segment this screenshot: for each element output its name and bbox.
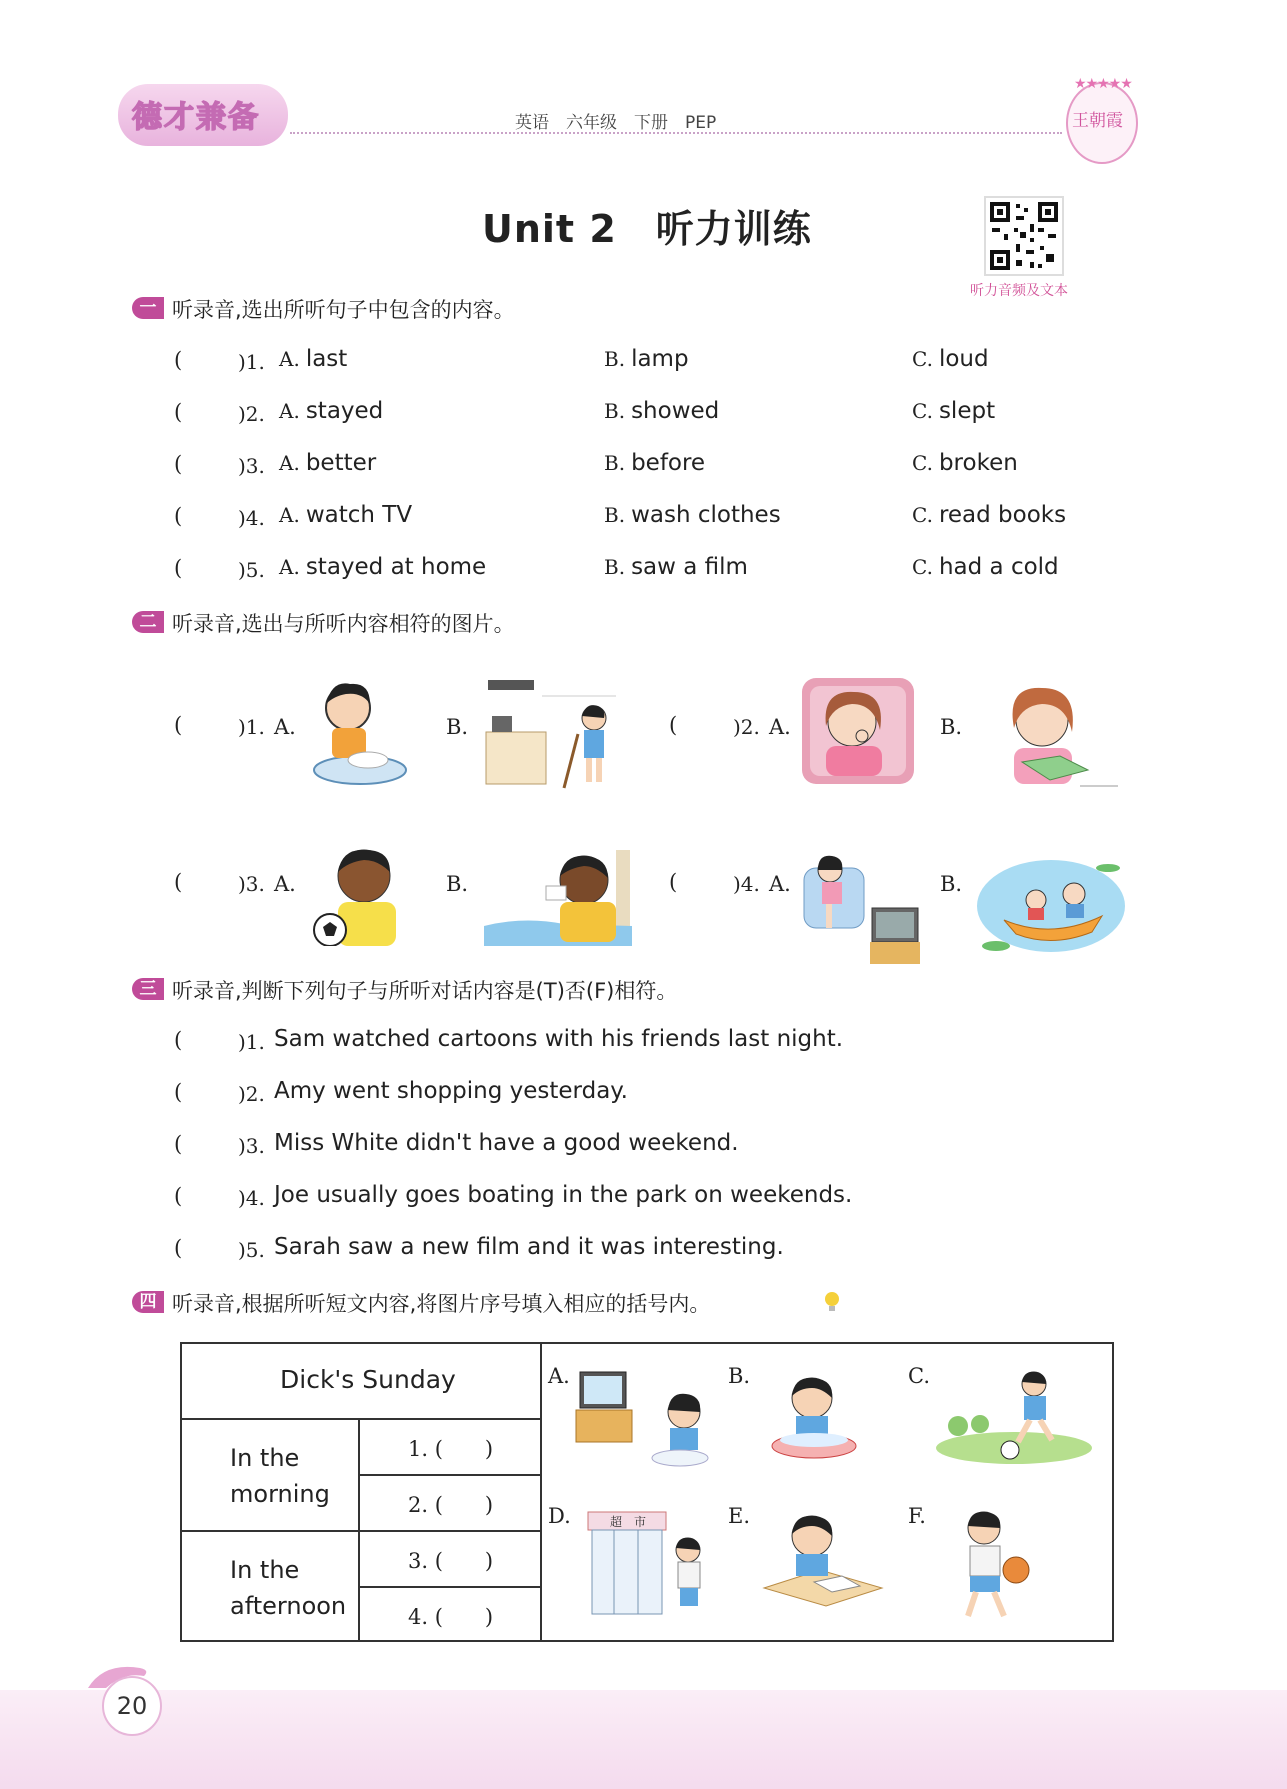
answer-blank[interactable]: ( bbox=[174, 400, 183, 424]
answer-blank[interactable]: ( bbox=[174, 504, 183, 528]
item-number: )1. bbox=[238, 350, 265, 374]
option-b: B. before bbox=[604, 450, 706, 476]
option-c: C. broken bbox=[912, 450, 1018, 476]
table-divider bbox=[358, 1418, 360, 1642]
table-divider bbox=[540, 1342, 542, 1642]
answer-blank[interactable]: 3. ( ) bbox=[408, 1549, 494, 1573]
answer-blank[interactable]: ( bbox=[669, 713, 678, 737]
kids-boating-icon[interactable] bbox=[976, 850, 1126, 956]
option-b: B. showed bbox=[604, 398, 720, 424]
boy-watching-tv-icon[interactable] bbox=[572, 1366, 722, 1470]
option-c: C. slept bbox=[912, 398, 996, 424]
boy-sweeping-floor-icon[interactable] bbox=[482, 676, 622, 794]
option-a: A. stayed bbox=[279, 398, 384, 424]
picture-label: B. bbox=[446, 872, 469, 896]
item-number: )4. bbox=[238, 1186, 265, 1210]
boy-doing-homework-icon[interactable] bbox=[760, 1508, 886, 1610]
page-title: Unit 2 听力训练 bbox=[482, 207, 812, 251]
picture-label: A. bbox=[548, 1364, 570, 1388]
answer-blank[interactable]: 4. ( ) bbox=[408, 1605, 494, 1629]
section-2-badge: 二 bbox=[132, 611, 164, 633]
picture-label: E. bbox=[728, 1504, 751, 1528]
answer-blank[interactable]: ( bbox=[174, 556, 183, 580]
boy-sick-in-bed-icon[interactable] bbox=[484, 846, 632, 946]
footer-band bbox=[0, 1690, 1287, 1789]
picture-label: B. bbox=[940, 715, 963, 739]
table-title: Dick's Sunday bbox=[280, 1365, 456, 1394]
header-meta: 英语 六年级 下册 PEP bbox=[515, 113, 717, 133]
answer-blank[interactable]: ( bbox=[174, 1132, 183, 1156]
item-number: )2. bbox=[238, 402, 265, 426]
option-c: C. had a cold bbox=[912, 554, 1059, 580]
answer-blank[interactable]: ( bbox=[174, 452, 183, 476]
boy-with-football-icon[interactable] bbox=[308, 842, 412, 946]
table-divider bbox=[358, 1474, 540, 1476]
boy-at-supermarket-icon[interactable] bbox=[584, 1510, 710, 1620]
item-number: )5. bbox=[238, 558, 265, 582]
girl-watching-tv-icon[interactable] bbox=[800, 848, 922, 964]
picture-label: A. bbox=[769, 872, 791, 896]
statement: Sam watched cartoons with his friends last night. bbox=[274, 1026, 844, 1052]
page-number: 20 bbox=[102, 1676, 162, 1736]
girl-eating-icon[interactable] bbox=[802, 678, 914, 784]
item-number: )2. bbox=[238, 1082, 265, 1106]
answer-blank[interactable]: ( bbox=[174, 1080, 183, 1104]
statement: Miss White didn't have a good weekend. bbox=[274, 1130, 739, 1156]
option-b: B. lamp bbox=[604, 346, 689, 372]
section-3-instruction: 听录音,判断下列句子与所听对话内容是(T)否(F)相符。 bbox=[172, 979, 678, 1003]
qr-caption: 听力音频及文本 bbox=[970, 283, 1068, 299]
section-4-instruction: 听录音,根据所听短文内容,将图片序号填入相应的括号内。 bbox=[172, 1292, 711, 1316]
afternoon-label: In the afternoon bbox=[230, 1556, 347, 1620]
boy-playing-football-icon[interactable] bbox=[934, 1366, 1094, 1470]
picture-label: B. bbox=[446, 715, 469, 739]
option-a: A. stayed at home bbox=[279, 554, 487, 580]
option-c: C. read books bbox=[912, 502, 1067, 528]
item-number: )3. bbox=[238, 1134, 265, 1158]
option-a: A. watch TV bbox=[279, 502, 413, 528]
section-4-badge: 四 bbox=[132, 1291, 164, 1313]
picture-label: A. bbox=[274, 715, 296, 739]
picture-label: B. bbox=[728, 1364, 751, 1388]
girl-reading-book-icon[interactable] bbox=[980, 676, 1120, 788]
option-a: A. better bbox=[279, 450, 377, 476]
brand-logo: 德才兼备 bbox=[132, 100, 260, 135]
item-number: )5. bbox=[238, 1238, 265, 1262]
statement: Joe usually goes boating in the park on weekends. bbox=[274, 1182, 853, 1208]
answer-blank[interactable]: ( bbox=[174, 1184, 183, 1208]
answer-blank[interactable]: ( bbox=[669, 870, 678, 894]
table-divider bbox=[180, 1530, 540, 1532]
picture-label: D. bbox=[548, 1504, 571, 1528]
answer-blank[interactable]: 2. ( ) bbox=[408, 1493, 494, 1517]
option-a: A. last bbox=[279, 346, 348, 372]
boy-washing-clothes-icon[interactable] bbox=[306, 670, 410, 790]
answer-blank[interactable]: ( bbox=[174, 870, 183, 894]
seal-name: 王朝霞 bbox=[1072, 111, 1123, 131]
answer-blank[interactable]: ( bbox=[174, 1236, 183, 1260]
picture-label: A. bbox=[769, 715, 791, 739]
item-number: )3. bbox=[238, 872, 265, 896]
section-2-instruction: 听录音,选出与所听内容相符的图片。 bbox=[172, 612, 515, 636]
lightbulb-icon bbox=[822, 1290, 842, 1318]
section-1-instruction: 听录音,选出所听句子中包含的内容。 bbox=[172, 298, 515, 322]
statement: Amy went shopping yesterday. bbox=[274, 1078, 628, 1104]
table-divider bbox=[180, 1418, 540, 1420]
section-3-badge: 三 bbox=[132, 978, 164, 1000]
picture-label: A. bbox=[274, 872, 296, 896]
table-divider bbox=[358, 1586, 540, 1588]
answer-blank[interactable]: ( bbox=[174, 1028, 183, 1052]
answer-blank[interactable]: ( bbox=[174, 348, 183, 372]
picture-label: C. bbox=[908, 1364, 930, 1388]
item-number: )4. bbox=[238, 506, 265, 530]
item-number: )2. bbox=[733, 715, 760, 739]
option-c: C. loud bbox=[912, 346, 989, 372]
option-b: B. wash clothes bbox=[604, 502, 781, 528]
answer-blank[interactable]: 1. ( ) bbox=[408, 1437, 494, 1461]
seal-stars-icon: ★★★★★ bbox=[1074, 76, 1132, 92]
item-number: )3. bbox=[238, 454, 265, 478]
item-number: )4. bbox=[733, 872, 760, 896]
option-b: B. saw a film bbox=[604, 554, 748, 580]
picture-label: B. bbox=[940, 872, 963, 896]
item-number: )1. bbox=[238, 715, 265, 739]
boy-washing-clothes-icon[interactable] bbox=[760, 1368, 868, 1472]
picture-label: F. bbox=[908, 1504, 926, 1528]
section-1-badge: 一 bbox=[132, 297, 164, 319]
boy-playing-basketball-icon[interactable] bbox=[940, 1506, 1040, 1624]
item-number: )1. bbox=[238, 1030, 265, 1054]
morning-label: In the morning bbox=[230, 1444, 330, 1508]
supermarket-sign: 超 市 bbox=[610, 1515, 647, 1529]
answer-blank[interactable]: ( bbox=[174, 713, 183, 737]
statement: Sarah saw a new film and it was interesting. bbox=[274, 1234, 784, 1260]
qr-code-icon[interactable] bbox=[984, 196, 1064, 276]
